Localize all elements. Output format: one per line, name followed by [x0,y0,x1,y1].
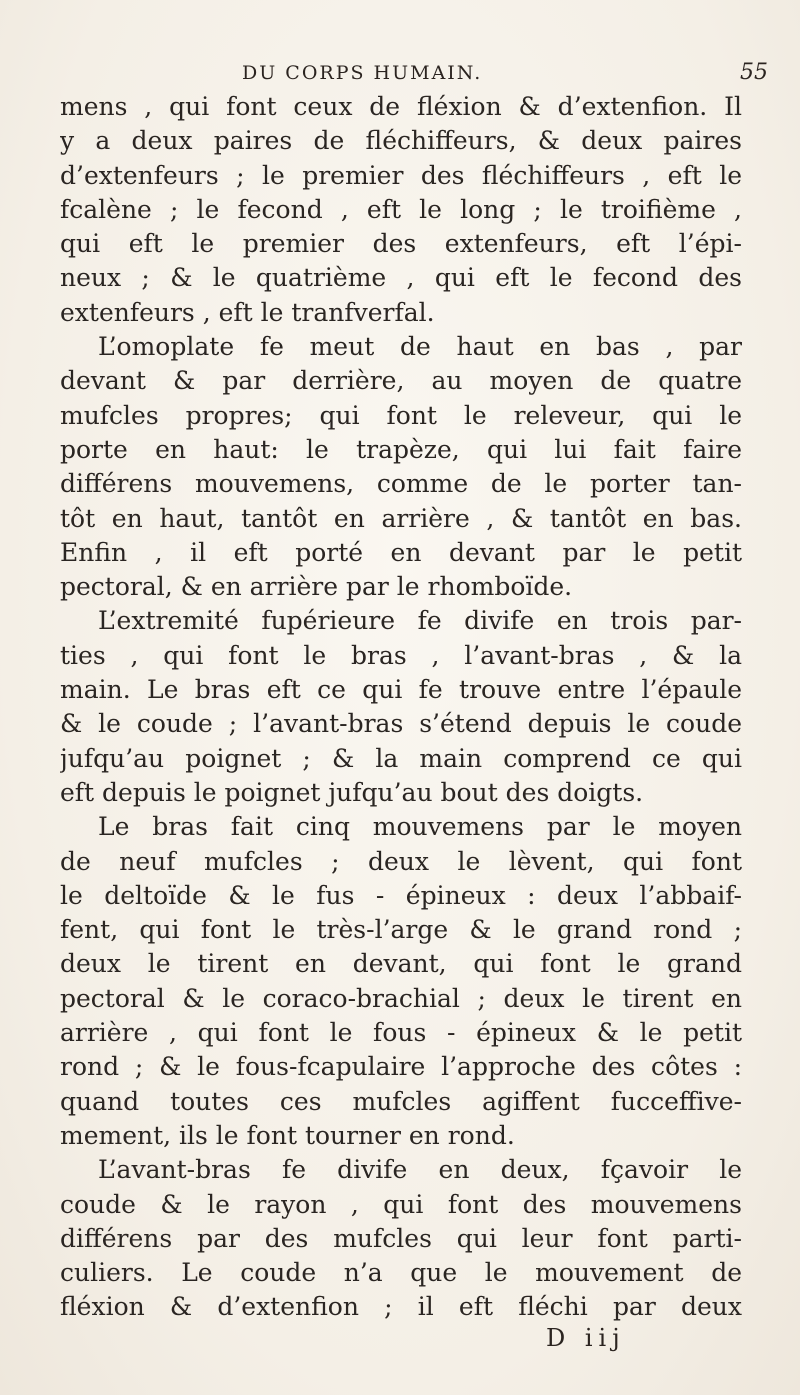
text-line: d’extenfeurs ; le premier des fléchiffeurs , eft le [60,160,742,190]
text-line: qui eft le premier des extenfeurs, eft l’épi- [60,229,742,259]
signature-mark: D iij [546,1324,626,1352]
text-line: eft depuis le poignet jufqu’au bout des doigts. [60,777,644,807]
text-line: pectoral & le coraco-brachial ; deux le tirent en [60,983,742,1013]
text-line: rond ; & le fous-fcapulaire l’approche des côtes : [60,1052,742,1082]
text-line: L’avant-bras fe divife en deux, fçavoir le [98,1155,742,1185]
running-head [0,62,800,92]
text-line: L’extremité fupérieure fe divife en trois par- [98,606,742,636]
text-line: extenfeurs , eft le tranfverfal. [60,297,435,327]
text-line: culiers. Le coude n’a que le mouvement de [60,1258,742,1288]
text-line: arrière , qui font le fous - épineux & le petit [60,1018,742,1048]
text-line: mufcles propres; qui font le releveur, qui le [60,400,742,430]
text-line: mement, ils le font tourner en rond. [60,1120,515,1150]
text-line: deux le tirent en devant, qui font le grand [60,949,742,979]
text-line: main. Le bras eft ce qui fe trouve entre l’épaule [60,675,742,705]
text-line: jufqu’au poignet ; & la main comprend ce qui [60,743,742,773]
text-line: pectoral, & en arrière par le rhomboïde. [60,572,573,602]
text-line: quand toutes ces mufcles agiffent fucceffive- [60,1086,742,1116]
text-line: & le coude ; l’avant-bras s’étend depuis le coude [60,709,742,739]
text-line: L’omoplate fe meut de haut en bas , par [98,332,742,362]
text-line: porte en haut: le trapèze, qui lui fait faire [60,434,742,464]
text-line: mens , qui font ceux de fléxion & d’extenfion. Il [60,92,742,121]
body-text [60,90,742,1325]
text-line: devant & par derrière, au moyen de quatre [60,366,742,396]
text-line: tôt en haut, tantôt en arrière , & tantôt en bas. [60,503,742,533]
text-line: différens mouvemens, comme de le porter tan- [60,469,742,499]
text-line: Le bras fait cinq mouvemens par le moyen [98,812,742,842]
text-line: fléxion & d’extenfion ; il eft fléchi par deux [60,1292,742,1322]
text-line: Enfin , il eft porté en devant par le petit [60,537,742,567]
running-title: DU CORPS HUMAIN. [242,62,483,84]
text-line: neux ; & le quatrième , qui eft le fecond des [60,263,742,293]
text-line: le deltoïde & le fus - épineux : deux l’abbaif- [60,880,742,910]
page-number: 55 [740,60,768,85]
text-line: ties , qui font le bras , l’avant-bras , & la [60,640,742,670]
text-line: y a deux paires de fléchiffeurs, & deux paires [60,126,742,156]
text-line: fent, qui font le très-l’arge & le grand rond ; [60,915,742,945]
text-line: fcalène ; le fecond , eft le long ; le troifième , [60,194,742,224]
text-line: de neuf mufcles ; deux le lèvent, qui font [60,846,742,876]
text-line: coude & le rayon , qui font des mouvemens [60,1189,742,1219]
text-line: différens par des mufcles qui leur font parti- [60,1223,742,1253]
